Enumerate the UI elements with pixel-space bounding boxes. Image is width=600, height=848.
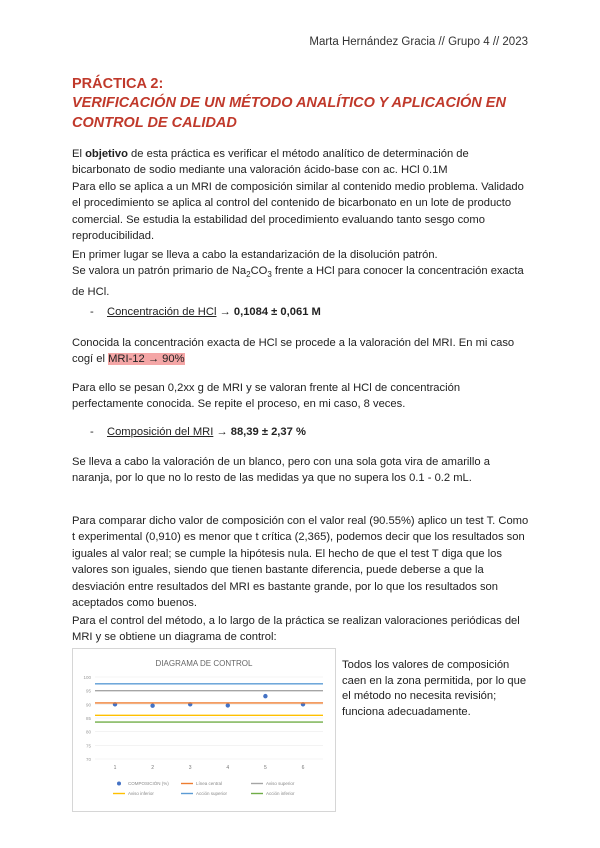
paragraph-objective xyxy=(72,146,530,244)
arrow: → xyxy=(213,426,231,438)
bullet-label: Composición del MRI xyxy=(107,426,214,438)
x-tick-label: 3 xyxy=(188,765,192,771)
legend-label: COMPOSICIÓN (%) xyxy=(128,781,169,786)
practice-title: PRÁCTICA 2: xyxy=(72,76,164,92)
text: El xyxy=(72,148,86,160)
arrow: → xyxy=(216,306,234,318)
data-point xyxy=(226,703,230,707)
chart-title: DIAGRAMA DE CONTROL xyxy=(155,659,253,668)
bullet-mri-composition xyxy=(90,426,306,438)
practice-subtitle: VERIFICACIÓN DE UN MÉTODO ANALÍTICO Y APLICACIÓN EN CONTROL DE CALIDAD xyxy=(72,95,506,131)
text: En primer lugar se lleva a cabo la estandarización de la disolución patrón. xyxy=(72,249,438,261)
bullet-hcl-concentration xyxy=(90,306,321,318)
paragraph-blank: Se lleva a cabo la valoración de un blanco, pero con una sola gota vira de amarillo a naranja, por lo que no lo resto de las medidas ya que no supera los 0.1 - 0.2 mL. xyxy=(72,456,490,485)
y-tick-label: 85 xyxy=(85,716,91,721)
x-tick-label: 1 xyxy=(113,765,117,771)
paragraph-standardization xyxy=(72,247,530,300)
x-tick-label: 4 xyxy=(226,765,230,771)
bullet-value: 0,1084 ± 0,061 M xyxy=(233,306,321,318)
bold-word: objetivo xyxy=(85,148,128,160)
subscript: 2 xyxy=(246,270,251,280)
text: frente a HCl para conocer la concentración exacta de HCl. xyxy=(72,265,524,299)
y-tick-label: 90 xyxy=(85,702,91,708)
bullet-label: Concentración de HCl xyxy=(107,306,217,318)
y-tick-label: 70 xyxy=(85,757,91,762)
page-header: Marta Hernández Gracia // Grupo 4 // 2023 xyxy=(309,36,528,48)
bullet-value: 88,39 ± 2,37 % xyxy=(230,426,306,438)
legend-label: Aviso superior xyxy=(266,781,295,786)
y-tick-label: 100 xyxy=(83,675,91,680)
side-conclusion: Todos los valores de composición caen en la zona permitida, por lo que el método no necesita revisión; funciona adecuadamente. xyxy=(342,659,527,718)
text: Se valora un patrón primario de Na xyxy=(72,265,247,278)
bullet-dash: - xyxy=(90,426,94,438)
paragraph-ttest: Para comparar dicho valor de composición con el valor real (90.55%) aplico un test T. Como t experimental (0,910) es menor que t crítica (2,365), podemos decir que los resultados son iguales al valor real; se cumple la hipótesis nula. El hecho de que el test T diga que los valores son iguales, siendo que tienen bastante diferencia, puede deberse a que la desviación entre resultados del MRI es bastante grande, por lo que los resultados son aceptados como buenos. xyxy=(72,515,529,610)
text: Conocida la concentración exacta de HCl se procede a la valoración del MRI. En mi caso cogí el xyxy=(72,337,515,366)
y-tick-label: 95 xyxy=(85,688,91,694)
paragraph-weighing: Para ello se pesan 0,2xx g de MRI y se valoran frente al HCl de concentración perfectamente conocida. Se repite el proceso, en mi caso, 8 veces. xyxy=(72,382,461,411)
legend-swatch xyxy=(117,782,121,786)
data-point xyxy=(150,704,154,708)
x-tick-label: 2 xyxy=(151,765,154,771)
control-chart xyxy=(72,648,336,812)
text: de esta práctica es verificar el método analítico de determinación de bicarbonato de sodio mediante una valoración ácido-base con ac. HCl 0.1M xyxy=(72,148,469,177)
y-tick-label: 75 xyxy=(85,743,91,749)
highlighted-text: MRI-12 → 90% xyxy=(108,353,185,366)
x-tick-label: 5 xyxy=(264,765,267,771)
legend-label: Línea central xyxy=(196,781,223,786)
subscript: 3 xyxy=(267,270,272,280)
data-point xyxy=(263,694,267,698)
control-chart-svg xyxy=(73,649,335,811)
y-tick-label: 80 xyxy=(85,729,91,735)
bullet-dash: - xyxy=(90,306,94,318)
x-tick-label: 6 xyxy=(301,765,305,771)
legend-label: Aviso inferior xyxy=(128,791,154,796)
text: CO xyxy=(250,265,268,278)
text: Para ello se aplica a un MRI de composición similar al contenido medio problema. Validado el procedimiento se aplica al control del contenido de bicarbonato en un lote de producto comercial. Se estudia la estabilidad del procedimiento evaluando tanto sesgo como reproducibilidad. xyxy=(72,180,524,243)
legend-label: Acción inferior xyxy=(266,791,295,796)
paragraph-mri xyxy=(72,335,530,368)
legend-label: Acción superior xyxy=(196,791,228,796)
paragraph-control: Para el control del método, a lo largo de la práctica se realizan valoraciones periódicas del MRI y se obtiene un diagrama de control: xyxy=(72,615,520,644)
